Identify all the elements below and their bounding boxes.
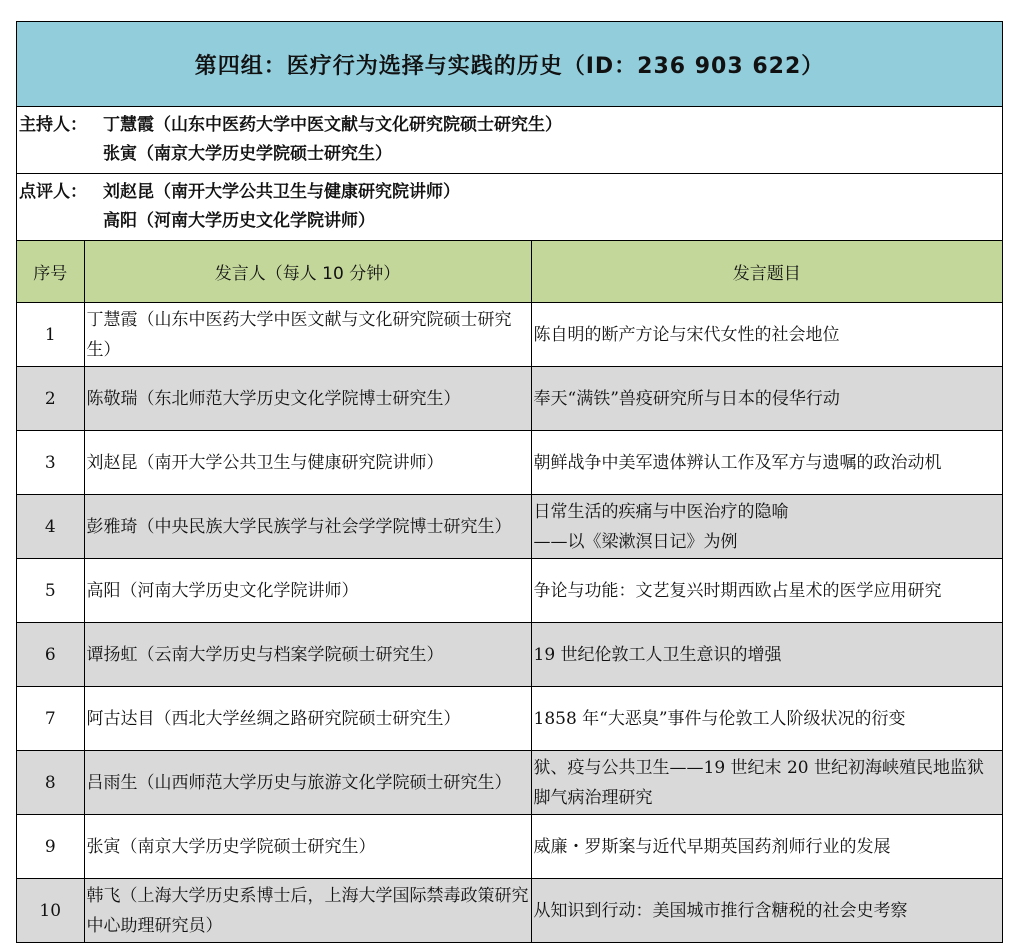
- row-speaker: 刘赵昆（南开大学公共卫生与健康研究院讲师）: [84, 431, 531, 495]
- host-line-1: [19, 111, 1002, 140]
- row-speaker: 吕雨生（山西师范大学历史与旅游文化学院硕士研究生）: [84, 751, 531, 815]
- reviewer-line-1: [19, 178, 1002, 207]
- row-speaker: 阿古达目（西北大学丝绸之路研究院硕士研究生）: [84, 687, 531, 751]
- host-name-1: 丁慧霞（山东中医药大学中医文献与文化研究院硕士研究生）: [103, 115, 562, 135]
- header-topic: 发言题目: [531, 241, 1002, 303]
- row-speaker: 张寅（南京大学历史学院硕士研究生）: [84, 815, 531, 879]
- host-name-2: 张寅（南京大学历史学院硕士研究生）: [103, 144, 392, 164]
- row-topic: 陈自明的断产方论与宋代女性的社会地位: [531, 303, 1002, 367]
- row-number: 6: [17, 623, 84, 687]
- row-topic: 日常生活的疾痛与中医治疗的隐喻 ——以《梁漱溟日记》为例: [531, 495, 1002, 559]
- header-number: 序号: [17, 241, 84, 303]
- row-topic: 朝鲜战争中美军遗体辨认工作及军方与遗嘱的政治动机: [531, 431, 1002, 495]
- row-number: 8: [17, 751, 84, 815]
- table-row: [17, 431, 1002, 495]
- hosts-label: 主持人：: [19, 115, 87, 135]
- row-number: 3: [17, 431, 84, 495]
- row-topic: 狱、疫与公共卫生——19 世纪末 20 世纪初海峡殖民地监狱脚气病治理研究: [531, 751, 1002, 815]
- row-number: 10: [17, 879, 84, 943]
- row-topic: 威廉・罗斯案与近代早期英国药剂师行业的发展: [531, 815, 1002, 879]
- row-topic: 从知识到行动：美国城市推行含糖税的社会史考察: [531, 879, 1002, 943]
- row-number: 5: [17, 559, 84, 623]
- row-topic: 1858 年“大恶臭”事件与伦敦工人阶级状况的衍变: [531, 687, 1002, 751]
- reviewers-label: 点评人：: [19, 182, 87, 202]
- table-row: [17, 367, 1002, 431]
- host-line-2: [19, 140, 1002, 169]
- row-speaker: 韩飞（上海大学历史系博士后，上海大学国际禁毒政策研究中心助理研究员）: [84, 879, 531, 943]
- table-row: [17, 495, 1002, 559]
- row-speaker: 丁慧霞（山东中医药大学中医文献与文化研究院硕士研究生）: [84, 303, 531, 367]
- row-number: 4: [17, 495, 84, 559]
- row-speaker: 谭扬虹（云南大学历史与档案学院硕士研究生）: [84, 623, 531, 687]
- row-speaker: 高阳（河南大学历史文化学院讲师）: [84, 559, 531, 623]
- session-title: 第四组：医疗行为选择与实践的历史（ID：236 903 622）: [17, 22, 1002, 107]
- row-topic: 19 世纪伦敦工人卫生意识的增强: [531, 623, 1002, 687]
- table-row: [17, 879, 1002, 943]
- reviewer-name-1: 刘赵昆（南开大学公共卫生与健康研究院讲师）: [103, 182, 460, 202]
- table-row: [17, 559, 1002, 623]
- table-row: [17, 623, 1002, 687]
- program-table-frame: [16, 21, 1003, 943]
- table-row: [17, 687, 1002, 751]
- row-speaker: 彭雅琦（中央民族大学民族学与社会学学院博士研究生）: [84, 495, 531, 559]
- row-number: 1: [17, 303, 84, 367]
- row-speaker: 陈敬瑞（东北师范大学历史文化学院博士研究生）: [84, 367, 531, 431]
- table-row: [17, 751, 1002, 815]
- row-number: 9: [17, 815, 84, 879]
- header-speaker: 发言人（每人 10 分钟）: [84, 241, 531, 303]
- reviewers-block: [17, 174, 1002, 241]
- table-header-row: [17, 241, 1002, 303]
- row-number: 7: [17, 687, 84, 751]
- speaker-schedule-table: [17, 241, 1002, 942]
- reviewer-line-2: [19, 207, 1002, 236]
- row-topic: 奉天“满铁”兽疫研究所与日本的侵华行动: [531, 367, 1002, 431]
- hosts-block: [17, 107, 1002, 174]
- table-row: [17, 815, 1002, 879]
- row-number: 2: [17, 367, 84, 431]
- reviewer-name-2: 高阳（河南大学历史文化学院讲师）: [103, 211, 375, 231]
- row-topic: 争论与功能：文艺复兴时期西欧占星术的医学应用研究: [531, 559, 1002, 623]
- table-row: [17, 303, 1002, 367]
